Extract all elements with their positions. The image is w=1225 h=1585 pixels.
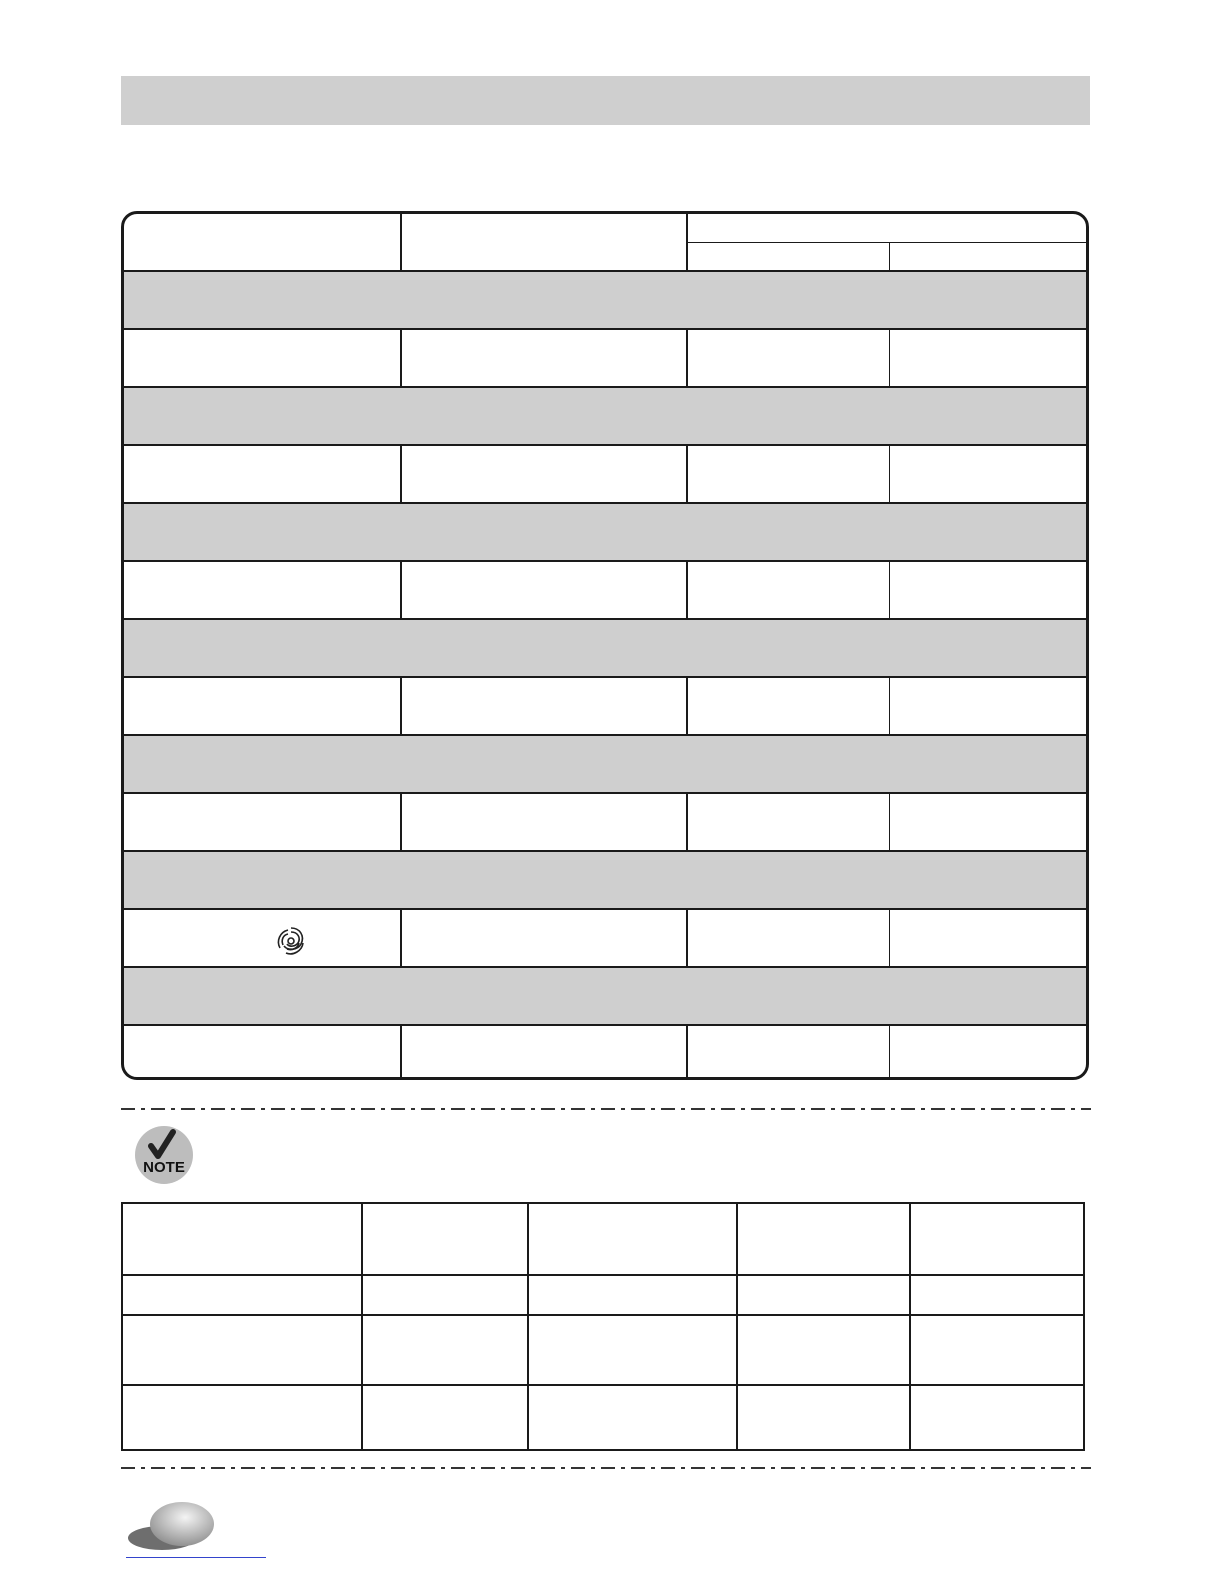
row-divider xyxy=(123,1314,1083,1316)
column-group-divider xyxy=(688,242,1086,243)
table-row xyxy=(124,502,1086,560)
table-row xyxy=(124,328,1086,386)
column-divider xyxy=(909,1204,911,1449)
table-row xyxy=(124,270,1086,328)
table-row xyxy=(124,792,1086,850)
woolmark-icon xyxy=(274,924,308,958)
wash-program-table xyxy=(121,211,1089,1080)
table-row xyxy=(124,850,1086,908)
row-divider xyxy=(123,1274,1083,1276)
spec-table xyxy=(121,1202,1085,1451)
column-divider xyxy=(736,1204,738,1449)
row-divider xyxy=(123,1384,1083,1386)
table-row xyxy=(124,676,1086,734)
footer-underline xyxy=(126,1557,266,1558)
section-divider xyxy=(121,1108,1091,1110)
table-row xyxy=(124,966,1086,1024)
table-row xyxy=(124,734,1086,792)
table-row xyxy=(124,444,1086,502)
table-row xyxy=(124,908,1086,966)
table-row xyxy=(124,618,1086,676)
note-check-icon xyxy=(133,1124,195,1186)
section-header-bar xyxy=(121,76,1090,125)
table-row xyxy=(124,1024,1086,1080)
page-number-badge xyxy=(122,1500,218,1552)
column-divider xyxy=(361,1204,363,1449)
note-label: NOTE xyxy=(143,1159,185,1176)
table-row xyxy=(124,560,1086,618)
table-row xyxy=(124,386,1086,444)
section-divider xyxy=(121,1467,1091,1469)
column-divider xyxy=(527,1204,529,1449)
